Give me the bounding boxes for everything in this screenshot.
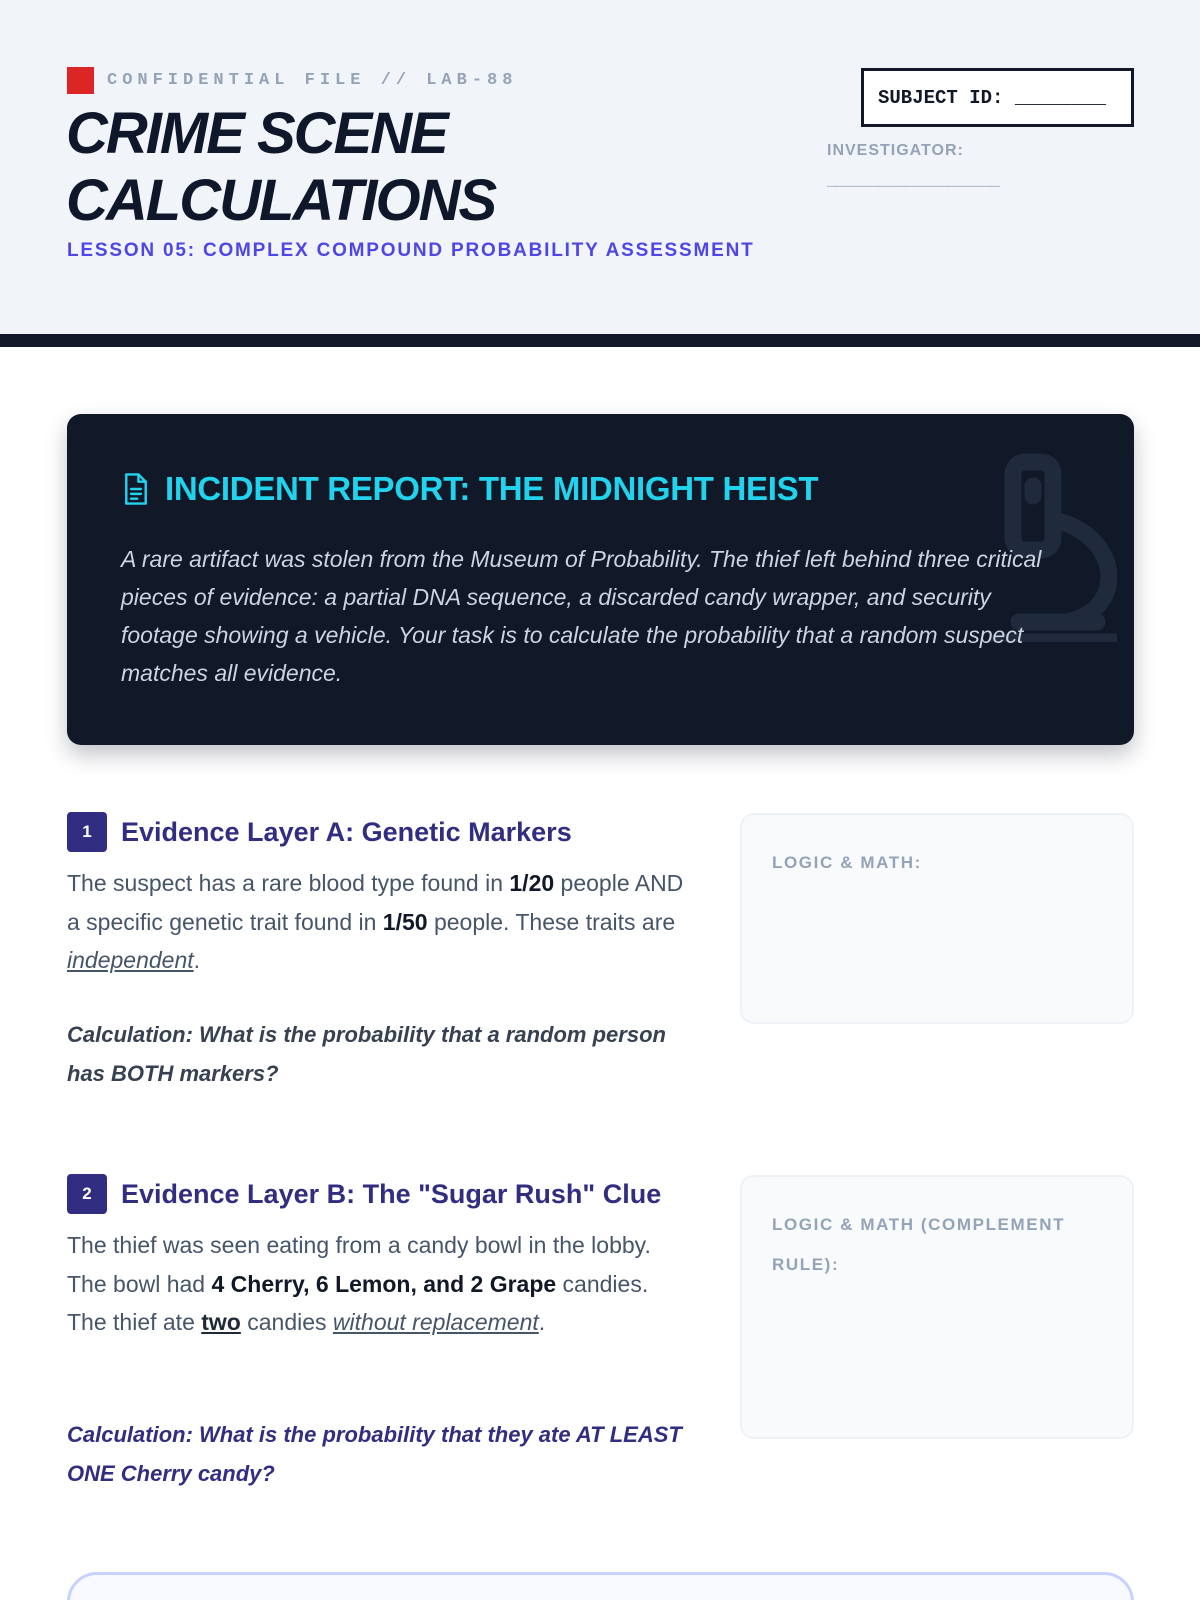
two-candies-term: two: [201, 1309, 241, 1335]
blood-type-ratio: 1/20: [509, 870, 555, 896]
evidence-a-answer-box[interactable]: [740, 813, 1134, 1024]
incident-title: INCIDENT REPORT: THE MIDNIGHT HEIST: [165, 470, 819, 507]
next-section-card: [67, 1572, 1134, 1600]
incident-description: A rare artifact was stolen from the Museum of Probability. The thief left behind three critical pieces of evidence: a partial DNA sequence, a discarded candy wrapper, and security footage showing a vehicle. Your task is to calculate the probability that a random suspect matches all evidence.: [121, 546, 1042, 686]
investigator-label: INVESTIGATOR:: [827, 142, 964, 159]
candy-counts: 4 Cherry, 6 Lemon, and 2 Grape: [211, 1270, 557, 1297]
text-segment: people AND a specific genetic trait found in: [67, 870, 684, 935]
subject-id-label: SUBJECT ID: ________: [878, 86, 1107, 109]
without-replacement-term: without replacement: [332, 1309, 539, 1335]
evidence-a-title: Evidence Layer A: Genetic Markers: [121, 816, 572, 847]
page-header: [0, 0, 1200, 334]
text-segment: The thief was seen eating from a candy bowl in the lobby. The bowl had: [67, 1232, 651, 1297]
evidence-b-question: Calculation: What is the probability that they ate AT LEAST ONE Cherry candy?: [67, 1422, 682, 1486]
page-title: CRIME SCENE CALCULATIONS: [66, 101, 496, 233]
header-divider: [0, 334, 1200, 347]
text-segment: The suspect has a rare blood type found in: [67, 870, 510, 896]
text-segment: .: [538, 1309, 546, 1335]
confidential-label: CONFIDENTIAL FILE // LAB-88: [107, 71, 518, 90]
confidential-row: [67, 67, 517, 94]
investigator-field[interactable]: ____________________: [827, 172, 1000, 190]
text-segment: candies. The thief ate: [67, 1270, 649, 1335]
evidence-a-header: [67, 812, 572, 852]
evidence-b-answer-box[interactable]: [740, 1175, 1134, 1439]
red-marker-icon: [67, 67, 94, 94]
lesson-subtitle: LESSON 05: COMPLEX COMPOUND PROBABILITY ASSESSMENT: [67, 240, 755, 261]
incident-header: [121, 470, 818, 508]
evidence-a-math-label: LOGIC & MATH:: [772, 853, 922, 872]
evidence-a-question: Calculation: What is the probability that a random person has BOTH markers?: [67, 1022, 666, 1086]
text-segment: .: [193, 947, 201, 973]
subject-id-field[interactable]: [861, 68, 1134, 127]
evidence-b-header: [67, 1174, 661, 1214]
independent-term: independent: [67, 947, 194, 973]
text-segment: people. These traits are: [427, 908, 676, 935]
evidence-a-description: [67, 864, 697, 980]
evidence-b-math-label: LOGIC & MATH (COMPLEMENT RULE):: [772, 1215, 1066, 1274]
evidence-a-number-badge: 1: [67, 812, 107, 852]
evidence-b-number-badge: 2: [67, 1174, 107, 1214]
text-segment: candies: [240, 1309, 333, 1335]
document-icon: [121, 472, 151, 506]
evidence-b-title: Evidence Layer B: The "Sugar Rush" Clue: [121, 1178, 662, 1209]
incident-report-card: [67, 414, 1134, 745]
evidence-b-description: [67, 1226, 667, 1342]
genetic-trait-ratio: 1/50: [382, 908, 428, 935]
